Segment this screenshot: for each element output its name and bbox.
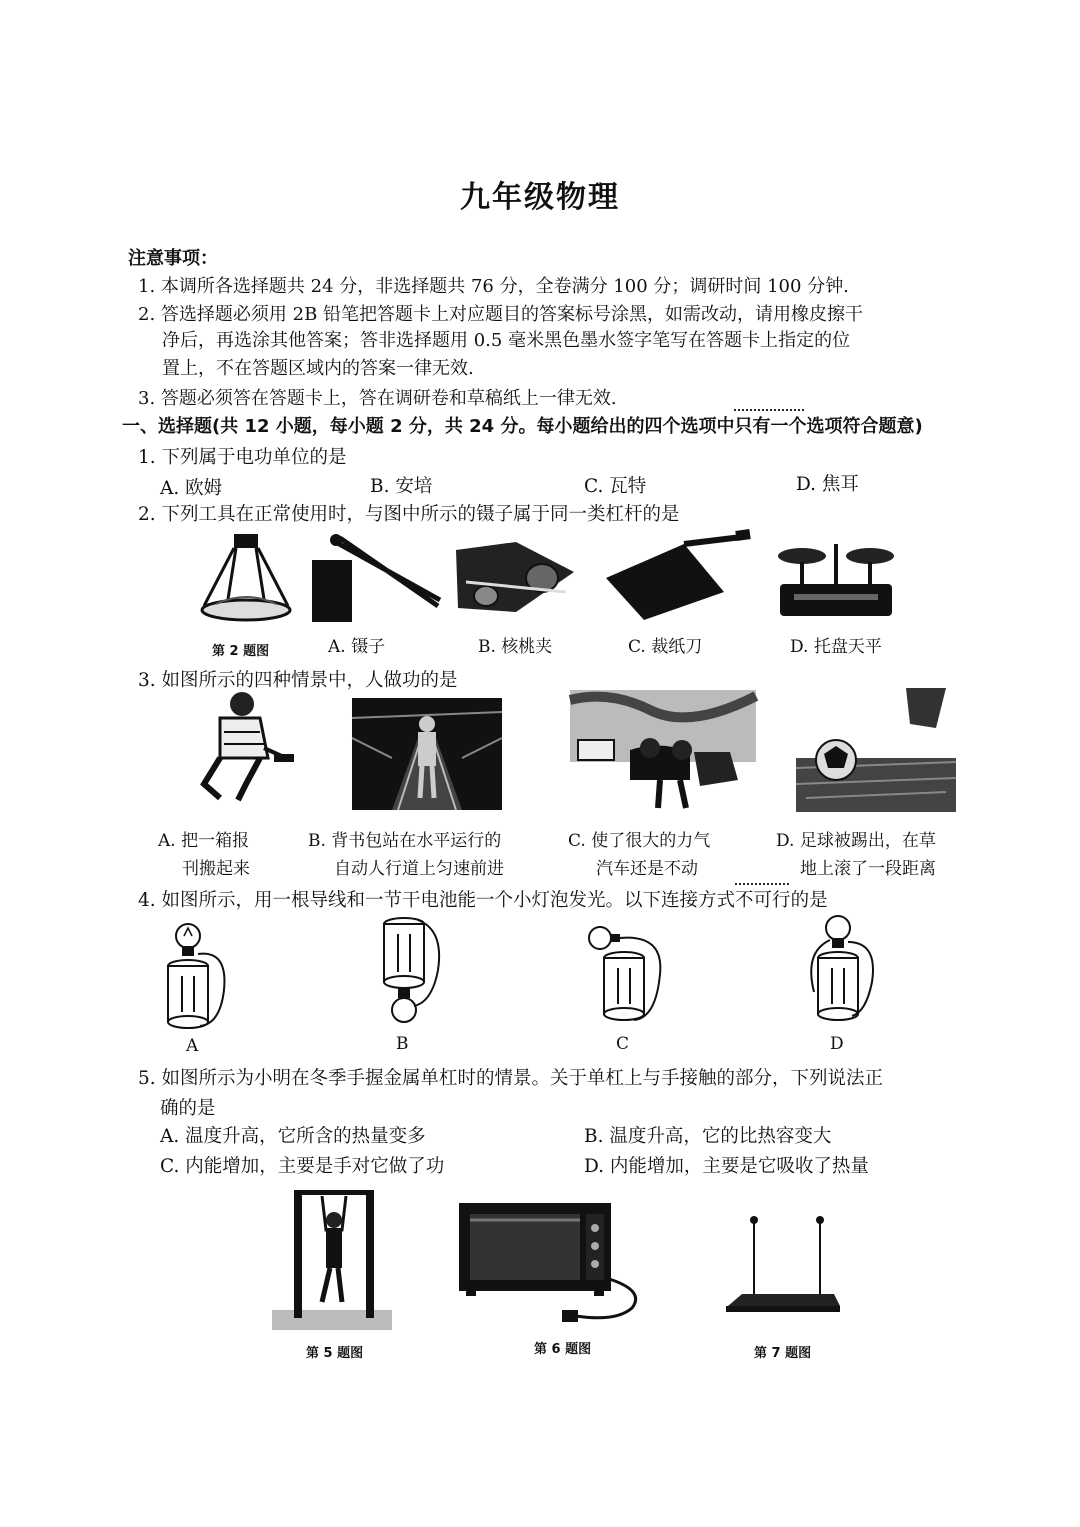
q1-option-b: B. 安培 bbox=[370, 476, 433, 497]
figure-6-electric-oven-image bbox=[456, 1198, 656, 1328]
q3-option-a-image bbox=[190, 688, 300, 808]
q4-option-d: D bbox=[830, 1034, 844, 1054]
q3-option-a-line-2: 刊搬起来 bbox=[182, 859, 250, 879]
q1-option-a: A. 欧姆 bbox=[160, 478, 223, 499]
q3-option-c-line-2: 汽车还是不动 bbox=[596, 859, 698, 879]
q2-option-b-image bbox=[456, 542, 576, 617]
q2-option-d-image bbox=[774, 540, 898, 618]
notice-item-1: 1. 本调所各选择题共 24 分，非选择题共 76 分，全卷满分 100 分；调研时间 100 分钟. bbox=[138, 276, 849, 297]
q4-option-a: A bbox=[186, 1036, 199, 1056]
q4-stem-pre: 4. 如图所示，用一根导线和一节干电池能一个小灯泡发光。以下连接方式 bbox=[138, 890, 736, 911]
notice-item-2-line-3: 置上，不在答题区域内的答案一律无效. bbox=[162, 358, 474, 379]
figure-5-horizontal-bar-image bbox=[272, 1190, 392, 1330]
q3-option-b-line-1: B. 背书包站在水平运行的 bbox=[308, 831, 502, 851]
q3-option-b-image bbox=[352, 698, 502, 810]
q1-stem: 1. 下列属于电功单位的是 bbox=[138, 447, 347, 468]
notice-item-3: 3. 答题必须答在答题卡上，答在调研卷和草稿纸上一律无效. bbox=[138, 388, 617, 409]
section-1-heading bbox=[122, 412, 923, 438]
q2-figure-tweezers-image bbox=[196, 532, 296, 622]
q5-stem-line-2: 确的是 bbox=[160, 1098, 216, 1119]
q5-option-a: A. 温度升高，它所含的热量变多 bbox=[160, 1126, 426, 1147]
q4-stem-post: 的是 bbox=[790, 890, 828, 911]
q3-stem: 3. 如图所示的四种情景中，人做功的是 bbox=[138, 670, 458, 691]
page-title: 九年级物理 bbox=[460, 180, 620, 215]
q2-figure-caption: 第 2 题图 bbox=[212, 644, 270, 659]
figure-5-caption: 第 5 题图 bbox=[306, 1346, 364, 1361]
q4-option-c: C bbox=[616, 1034, 630, 1054]
section-1-heading-pre: 一、选择题(共 12 小题，每小题 2 分，共 24 分。每小题给出的四个选项中 bbox=[122, 416, 735, 437]
q4-option-b: B bbox=[396, 1034, 409, 1054]
q2-option-a-image bbox=[312, 530, 442, 625]
q5-option-b: B. 温度升高，它的比热容变大 bbox=[584, 1126, 832, 1147]
q3-option-d-line-1: D. 足球被踢出，在草 bbox=[776, 831, 936, 851]
q3-option-d-line-2: 地上滚了一段距离 bbox=[800, 859, 936, 879]
q4-option-b-battery-image bbox=[374, 910, 446, 1030]
q3-option-b-line-2: 自动人行道上匀速前进 bbox=[334, 859, 504, 879]
notice-item-2-line-2: 净后，再选涂其他答案；答非选择题用 0.5 毫米黑色墨水签字笔写在答题卡上指定的位 bbox=[162, 330, 851, 351]
figure-7-ceiling-lamp-image bbox=[722, 1214, 842, 1324]
q1-option-d: D. 焦耳 bbox=[796, 474, 859, 495]
q3-option-c-line-1: C. 使了很大的力气 bbox=[568, 831, 711, 851]
q2-option-d: D. 托盘天平 bbox=[790, 637, 882, 657]
q5-option-c: C. 内能增加，主要是手对它做了功 bbox=[160, 1156, 445, 1177]
q4-stem bbox=[138, 886, 828, 912]
q2-option-c-image bbox=[604, 532, 754, 622]
q5-option-d: D. 内能增加，主要是它吸收了热量 bbox=[584, 1156, 869, 1177]
q4-stem-emphasis: 不可行 bbox=[735, 890, 791, 911]
q3-option-a-line-1: A. 把一箱报 bbox=[158, 831, 250, 851]
q2-option-c: C. 裁纸刀 bbox=[628, 637, 703, 657]
q4-option-d-battery-image bbox=[808, 912, 880, 1024]
q1-option-c: C. 瓦特 bbox=[584, 476, 647, 497]
section-1-heading-emphasis: 只有一个 bbox=[734, 416, 807, 437]
q3-option-d-image bbox=[796, 688, 956, 812]
q5-stem-line-1: 5. 如图所示为小明在冬季手握金属单杠时的情景。关于单杠上与手接触的部分，下列说法正 bbox=[138, 1068, 884, 1089]
q2-stem: 2. 下列工具在正常使用时，与图中所示的镊子属于同一类杠杆的是 bbox=[138, 504, 680, 525]
q4-option-c-battery-image bbox=[584, 924, 668, 1030]
q4-option-a-battery-image bbox=[158, 920, 230, 1030]
figure-6-caption: 第 6 题图 bbox=[534, 1342, 592, 1357]
notice-item-2-line-1: 2. 答选择题必须用 2B 铅笔把答题卡上对应题目的答案标号涂黑，如需改动，请用橡皮擦干 bbox=[138, 304, 864, 325]
section-1-heading-post: 选项符合题意) bbox=[806, 416, 923, 437]
figure-7-caption: 第 7 题图 bbox=[754, 1346, 812, 1361]
q3-option-c-image bbox=[570, 690, 756, 810]
notice-heading: 注意事项： bbox=[128, 248, 218, 269]
q2-option-a: A. 镊子 bbox=[328, 637, 386, 657]
q2-option-b: B. 核桃夹 bbox=[478, 637, 553, 657]
